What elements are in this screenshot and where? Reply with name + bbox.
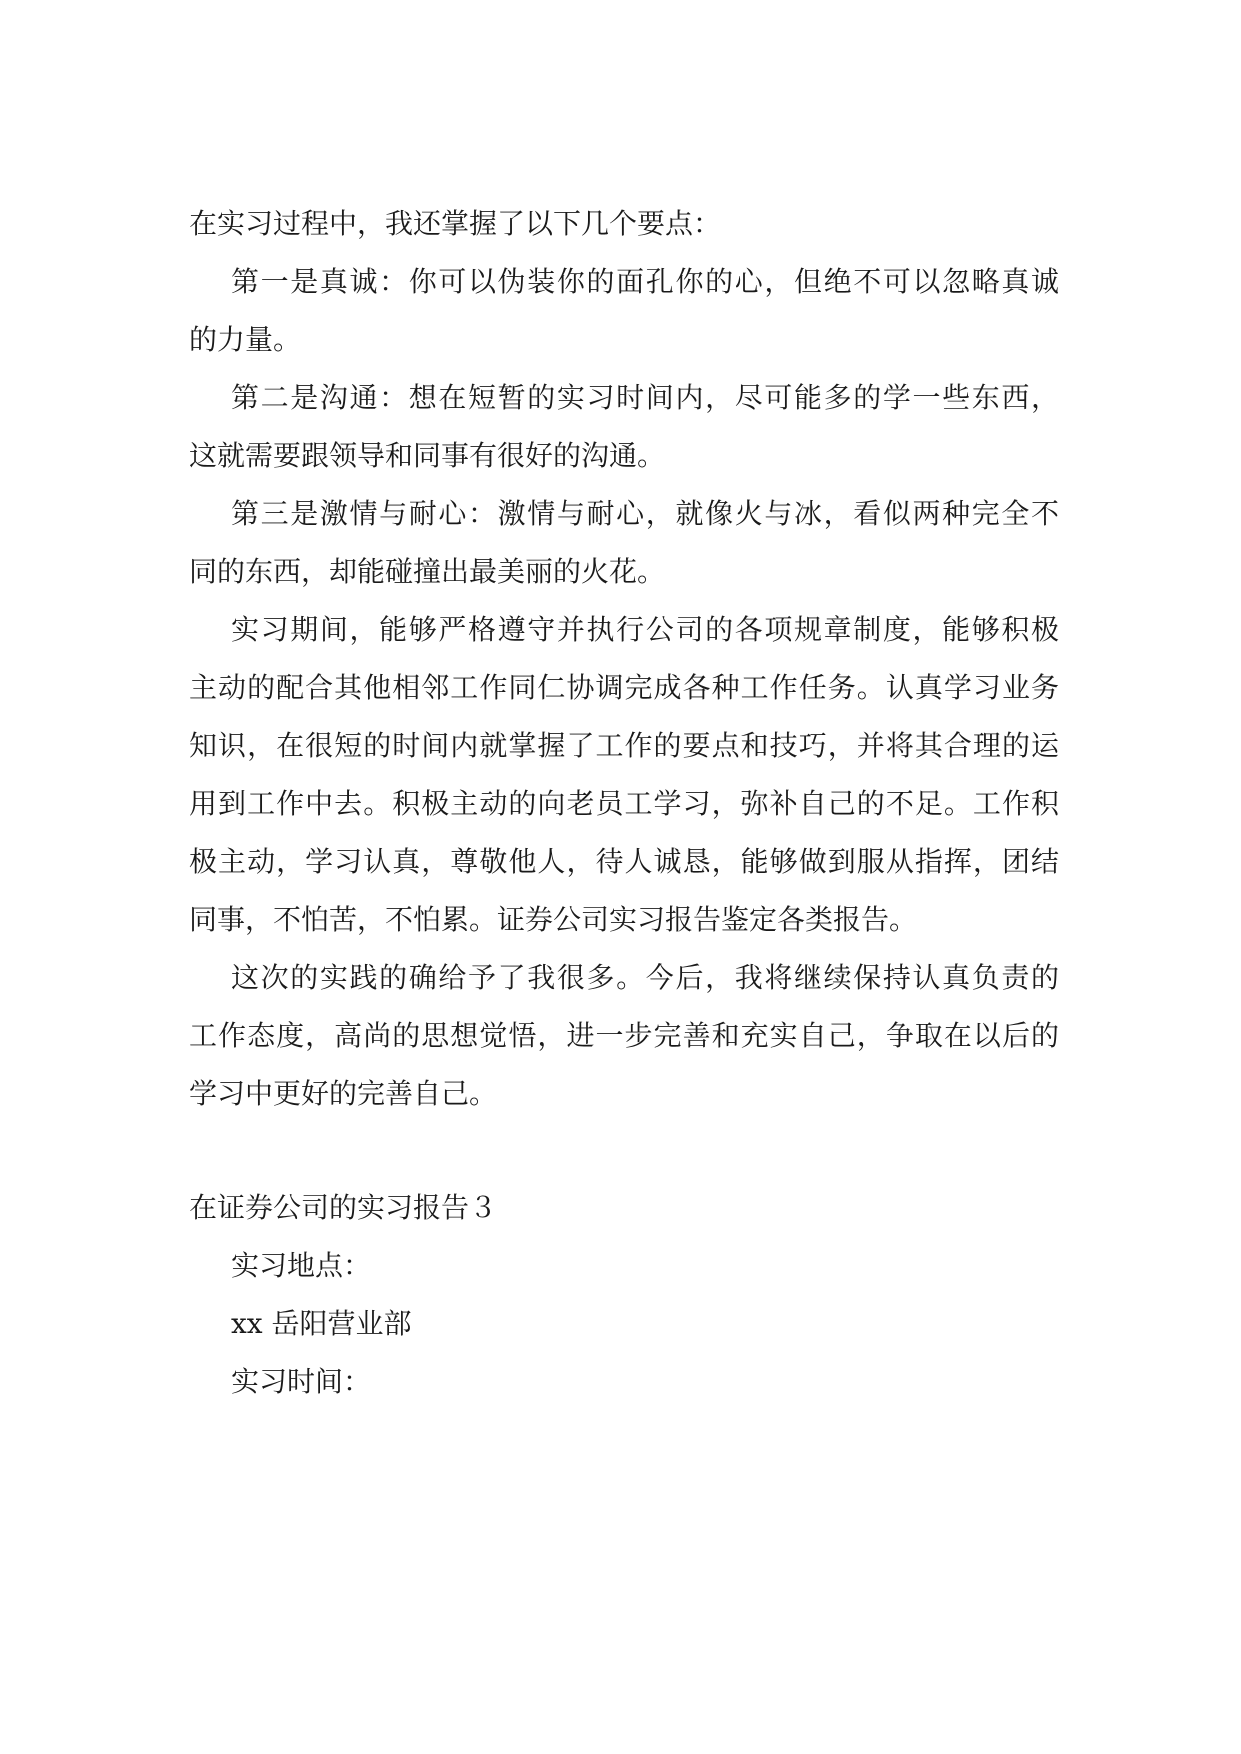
report-title: 在证券公司的实习报告３ [189,1191,498,1224]
paragraph-line: 知识，在很短的时间内就掌握了工作的要点和技巧，并将其合理的运 [189,729,1059,762]
point1-line: 第一是真诚：你可以伪装你的面孔你的心，但绝不可以忽略真诚 [231,265,1059,298]
paragraph-line: 这次的实践的确给予了我很多。今后，我将继续保持认真负责的 [231,961,1059,994]
point1-line: 的力量。 [189,323,302,356]
location-label: 实习地点： [231,1249,372,1282]
paragraph-line: 学习中更好的完善自己。 [189,1077,498,1110]
point2-line: 这就需要跟领导和同事有很好的沟通。 [189,439,666,472]
point3-line: 同的东西，却能碰撞出最美丽的火花。 [189,555,666,588]
paragraph-line: 工作态度，高尚的思想觉悟，进一步完善和充实自己，争取在以后的 [189,1019,1059,1052]
location-value: xx 岳阳营业部 [231,1307,412,1340]
paragraph-line: 同事，不怕苦，不怕累。证券公司实习报告鉴定各类报告。 [189,903,918,936]
time-label: 实习时间： [231,1365,372,1398]
point3-line: 第三是激情与耐心：激情与耐心，就像火与冰，看似两种完全不 [231,497,1059,530]
intro-text: 在实习过程中，我还掌握了以下几个要点： [189,207,722,240]
point2-line: 第二是沟通：想在短暂的实习时间内，尽可能多的学一些东西， [231,381,1059,414]
paragraph-line: 实习期间，能够严格遵守并执行公司的各项规章制度，能够积极 [231,613,1059,646]
paragraph-line: 用到工作中去。积极主动的向老员工学习，弥补自己的不足。工作积 [189,787,1059,820]
paragraph-line: 主动的配合其他相邻工作同仁协调完成各种工作任务。认真学习业务 [189,671,1059,704]
paragraph-line: 极主动，学习认真，尊敬他人，待人诚恳，能够做到服从指挥，团结 [189,845,1059,878]
